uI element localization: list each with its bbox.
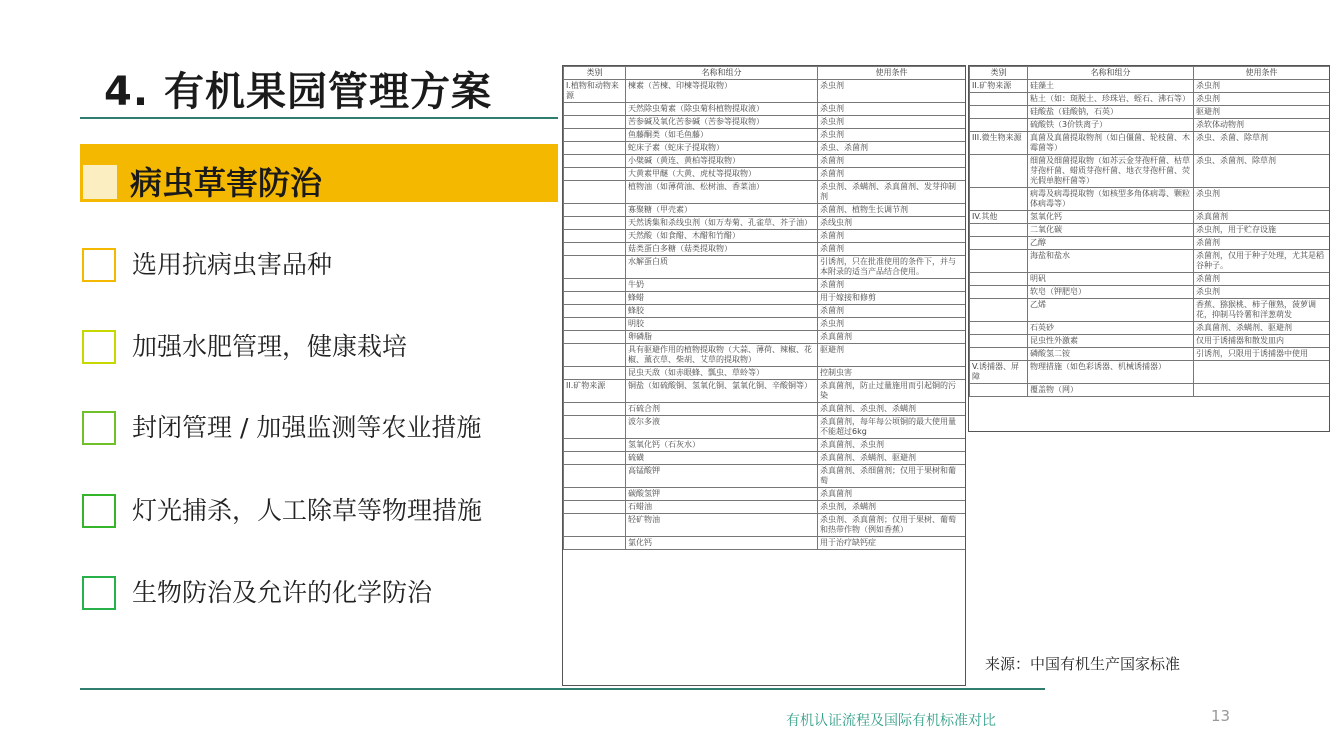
table-cell: 杀菌剂 xyxy=(818,305,966,318)
table-cell: 石英砂 xyxy=(1028,322,1194,335)
table-cell: 乙醇 xyxy=(1028,237,1194,250)
table-cell: 杀菌剂 xyxy=(818,243,966,256)
table-cell: 轻矿物油 xyxy=(626,514,818,537)
table-row xyxy=(564,514,966,537)
table-row xyxy=(970,93,1330,106)
table-cell xyxy=(564,181,626,204)
bullet-text: 生物防治及允许的化学防治 xyxy=(132,578,433,607)
table-cell: 磷酸氢二铵 xyxy=(1028,348,1194,361)
table-row xyxy=(564,292,966,305)
table-row xyxy=(564,181,966,204)
table-cell xyxy=(970,188,1028,211)
table-right xyxy=(969,66,1330,397)
table-row xyxy=(970,188,1330,211)
table-row xyxy=(564,318,966,331)
table-row xyxy=(564,103,966,116)
table-cell: 蜂胶 xyxy=(626,305,818,318)
table-cell: 波尔多液 xyxy=(626,416,818,439)
table-row xyxy=(970,348,1330,361)
table-cell: 高锰酸钾 xyxy=(626,465,818,488)
table-cell: 氯化钙 xyxy=(626,537,818,550)
table-row xyxy=(564,230,966,243)
table-row xyxy=(564,537,966,550)
table-right-image xyxy=(968,65,1330,432)
table-cell: 杀菌剂，仅用于种子处理，尤其是稻谷种子。 xyxy=(1194,250,1330,273)
table-cell xyxy=(564,103,626,116)
table-cell xyxy=(564,217,626,230)
table-cell: 杀菌剂 xyxy=(1194,273,1330,286)
table-cell: 控制虫害 xyxy=(818,367,966,380)
table-header-cell: 使用条件 xyxy=(1194,67,1330,80)
table-cell xyxy=(564,488,626,501)
table-cell: 碳酸氢钾 xyxy=(626,488,818,501)
table-row xyxy=(564,403,966,416)
table-cell: V.诱捕器、屏障 xyxy=(970,361,1028,384)
table-cell: 大黄素甲醚（大黄、虎杖等提取物） xyxy=(626,168,818,181)
table-row xyxy=(970,299,1330,322)
table-row xyxy=(564,142,966,155)
table-cell: 明矾 xyxy=(1028,273,1194,286)
table-cell xyxy=(970,106,1028,119)
table-cell: 杀虫剂 xyxy=(1194,188,1330,211)
table-cell: 杀真菌剂、杀螨剂、驱避剂 xyxy=(818,452,966,465)
table-cell: 二氧化碳 xyxy=(1028,224,1194,237)
table-cell xyxy=(564,256,626,279)
table-row xyxy=(564,380,966,403)
table-cell xyxy=(564,142,626,155)
table-cell: 硫磺 xyxy=(626,452,818,465)
table-cell: 硫酸铁（3价铁离子） xyxy=(1028,119,1194,132)
table-cell xyxy=(564,129,626,142)
table-cell: 仅用于诱捕器和散发皿内 xyxy=(1194,335,1330,348)
table-cell: 病毒及病毒提取物（如核型多角体病毒、颗粒体病毒等） xyxy=(1028,188,1194,211)
table-cell: 石蜡油 xyxy=(626,501,818,514)
table-cell xyxy=(564,501,626,514)
table-row xyxy=(564,465,966,488)
table-cell: 蜂蜡 xyxy=(626,292,818,305)
section-heading: 病虫草害防治 xyxy=(130,164,323,202)
table-cell xyxy=(970,384,1028,397)
table-cell: 石硫合剂 xyxy=(626,403,818,416)
table-cell: 软皂（钾肥皂） xyxy=(1028,286,1194,299)
table-cell xyxy=(970,155,1028,188)
table-row xyxy=(564,367,966,380)
table-cell: 杀菌剂 xyxy=(818,230,966,243)
table-cell: 具有驱避作用的植物提取物（大蒜、薄荷、辣椒、花椒、薰衣草、柴胡、艾草的提取物） xyxy=(626,344,818,367)
table-cell: 杀虫剂 xyxy=(818,103,966,116)
table-cell xyxy=(1194,384,1330,397)
table-cell: 杀菌剂、植物生长调节剂 xyxy=(818,204,966,217)
checkbox-icon xyxy=(82,494,116,528)
page-number: 13 xyxy=(1211,707,1231,725)
table-cell xyxy=(564,292,626,305)
table-cell: 杀虫剂 xyxy=(818,318,966,331)
table-row xyxy=(564,501,966,514)
table-cell: 杀菌剂 xyxy=(818,155,966,168)
table-cell: 杀虫、杀菌剂、除草剂 xyxy=(1194,155,1330,188)
table-cell xyxy=(564,344,626,367)
table-cell: 杀虫剂 xyxy=(1194,80,1330,93)
table-cell: 香蕉、猕猴桃、柿子催熟，菠萝调花，抑制马铃薯和洋葱萌发 xyxy=(1194,299,1330,322)
checkbox-icon xyxy=(82,411,116,445)
table-row xyxy=(970,335,1330,348)
table-cell: 引诱剂，只在批准使用的条件下，并与本附录的适当产品结合使用。 xyxy=(818,256,966,279)
table-row xyxy=(564,305,966,318)
table-cell xyxy=(564,331,626,344)
table-cell: 植物油（如薄荷油、松树油、香菜油） xyxy=(626,181,818,204)
table-cell: 粘土（如：斑脱土、珍珠岩、蛭石、沸石等） xyxy=(1028,93,1194,106)
table-row xyxy=(564,488,966,501)
table-cell: 天然酸（如食醋、木醋和竹醋） xyxy=(626,230,818,243)
slide-title: 4. 有机果园管理方案 xyxy=(104,69,492,115)
table-cell xyxy=(970,224,1028,237)
table-cell: 杀虫剂、杀真菌剂；仅用于果树、葡萄和热带作物（例如香蕉） xyxy=(818,514,966,537)
table-cell: 杀虫剂、杀螨剂、杀真菌剂、发芽抑制剂 xyxy=(818,181,966,204)
table-cell: III.微生物来源 xyxy=(970,132,1028,155)
table-cell xyxy=(970,119,1028,132)
title-underline xyxy=(80,117,558,119)
table-row xyxy=(564,155,966,168)
table-cell: 引诱剂，只限用于诱捕器中使用 xyxy=(1194,348,1330,361)
table-cell: 杀虫剂 xyxy=(1194,286,1330,299)
table-cell: II.矿物来源 xyxy=(564,380,626,403)
table-cell xyxy=(564,204,626,217)
table-cell xyxy=(970,237,1028,250)
table-cell xyxy=(564,465,626,488)
table-cell xyxy=(1194,361,1330,384)
table-cell: 杀软体动物剂 xyxy=(1194,119,1330,132)
table-cell: 氢氧化钙（石灰水） xyxy=(626,439,818,452)
table-header-cell: 类别 xyxy=(564,67,626,80)
table-header-cell: 类别 xyxy=(970,67,1028,80)
table-cell: II.矿物来源 xyxy=(970,80,1028,93)
table-cell xyxy=(970,286,1028,299)
table-cell: 杀真菌剂、杀螨剂、驱避剂 xyxy=(1194,322,1330,335)
table-header-cell: 使用条件 xyxy=(818,67,966,80)
footer-text: 有机认证流程及国际有机标准对比 xyxy=(786,713,996,729)
table-cell: 覆盖物（网） xyxy=(1028,384,1194,397)
table-row xyxy=(564,80,966,103)
bullet-text: 封闭管理 / 加强监测等农业措施 xyxy=(132,413,482,442)
table-cell: 海盐和盐水 xyxy=(1028,250,1194,273)
table-cell: 杀真菌剂、杀虫剂 xyxy=(818,439,966,452)
table-cell xyxy=(970,348,1028,361)
table-cell: 杀真菌剂 xyxy=(1194,211,1330,224)
bottom-rule xyxy=(80,688,1045,690)
table-row xyxy=(564,168,966,181)
table-cell: 杀真菌剂，防止过量施用而引起铜的污染 xyxy=(818,380,966,403)
table-cell xyxy=(970,322,1028,335)
table-cell: 杀真菌剂、杀细菌剂；仅用于果树和葡萄 xyxy=(818,465,966,488)
bullet-text: 加强水肥管理，健康栽培 xyxy=(132,332,408,361)
table-cell: 小檗碱（黄连、黄柏等提取物） xyxy=(626,155,818,168)
checkbox-icon xyxy=(82,576,116,610)
table-header-cell: 名称和组分 xyxy=(626,67,818,80)
table-cell: 杀真菌剂，每年每公顷铜的最大使用量不能超过6kg xyxy=(818,416,966,439)
table-cell: 杀菌剂 xyxy=(818,168,966,181)
table-cell: 鱼藤酮类（如毛鱼藤） xyxy=(626,129,818,142)
table-cell: 驱避剂 xyxy=(1194,106,1330,119)
table-row xyxy=(564,243,966,256)
table-cell: 乙烯 xyxy=(1028,299,1194,322)
table-cell xyxy=(970,250,1028,273)
table-cell: 铜盐（如硫酸铜、氢氧化铜、氯氧化铜、辛酸铜等） xyxy=(626,380,818,403)
table-cell: 杀真菌剂 xyxy=(818,331,966,344)
table-cell: 杀真菌剂 xyxy=(818,488,966,501)
table-cell: 杀虫剂 xyxy=(818,116,966,129)
table-row xyxy=(970,106,1330,119)
table-cell: 杀菌剂 xyxy=(818,279,966,292)
table-row xyxy=(970,322,1330,335)
table-row xyxy=(564,116,966,129)
table-cell xyxy=(564,168,626,181)
table-cell xyxy=(970,299,1028,322)
table-row xyxy=(564,416,966,439)
table-cell: 物理措施（如色彩诱器、机械诱捕器） xyxy=(1028,361,1194,384)
table-cell xyxy=(564,514,626,537)
table-cell xyxy=(564,279,626,292)
section-checkbox-icon xyxy=(83,165,117,199)
table-cell xyxy=(564,318,626,331)
table-row xyxy=(564,129,966,142)
checkbox-icon xyxy=(82,248,116,282)
table-cell xyxy=(564,230,626,243)
table-header-cell: 名称和组分 xyxy=(1028,67,1194,80)
table-cell: 杀菌剂 xyxy=(1194,237,1330,250)
table-cell xyxy=(564,403,626,416)
table-cell: 氢氧化钙 xyxy=(1028,211,1194,224)
table-row xyxy=(564,256,966,279)
table-cell: 昆虫天敌（如赤眼蜂、瓢虫、草蛉等） xyxy=(626,367,818,380)
table-cell: 楝素（苦楝、印楝等提取物） xyxy=(626,80,818,103)
table-cell xyxy=(970,273,1028,286)
table-row xyxy=(970,286,1330,299)
table-cell: 杀虫剂，用于贮存设施 xyxy=(1194,224,1330,237)
table-cell: 水解蛋白质 xyxy=(626,256,818,279)
table-row xyxy=(970,250,1330,273)
table-cell: 天然除虫菊素（除虫菊科植物提取液） xyxy=(626,103,818,116)
table-row xyxy=(564,217,966,230)
table-cell: 用于治疗缺钙症 xyxy=(818,537,966,550)
table-cell: 驱避剂 xyxy=(818,344,966,367)
table-cell xyxy=(564,116,626,129)
table-row xyxy=(564,452,966,465)
table-cell: 明胶 xyxy=(626,318,818,331)
table-cell: 菇类蛋白多糖（菇类提取物） xyxy=(626,243,818,256)
table-cell: 寡聚糖（甲壳素） xyxy=(626,204,818,217)
bullet-text: 灯光捕杀，人工除草等物理措施 xyxy=(132,496,483,525)
table-cell xyxy=(970,335,1028,348)
table-cell xyxy=(564,416,626,439)
table-row xyxy=(970,119,1330,132)
table-row xyxy=(970,80,1330,93)
table-row xyxy=(564,279,966,292)
table-left-image xyxy=(562,65,966,686)
table-row xyxy=(970,237,1330,250)
table-row xyxy=(970,224,1330,237)
table-cell: 真菌及真菌提取物剂（如白僵菌、轮枝菌、木霉菌等） xyxy=(1028,132,1194,155)
table-cell xyxy=(564,243,626,256)
table-row xyxy=(564,344,966,367)
table-cell: 苦参碱及氧化苦参碱（苦参等提取物） xyxy=(626,116,818,129)
table-cell: 杀真菌剂、杀虫剂、杀螨剂 xyxy=(818,403,966,416)
table-cell: I.植物和动物来源 xyxy=(564,80,626,103)
table-row xyxy=(970,211,1330,224)
table-row xyxy=(970,273,1330,286)
bullet-text: 选用抗病虫害品种 xyxy=(132,250,333,279)
table-row xyxy=(564,331,966,344)
table-cell: 杀虫剂 xyxy=(818,80,966,103)
table-cell xyxy=(564,155,626,168)
table-row xyxy=(564,439,966,452)
table-cell: 杀线虫剂 xyxy=(818,217,966,230)
table-cell xyxy=(564,367,626,380)
table-cell: 细菌及细菌提取物（如苏云金芽孢杆菌、枯草芽孢杆菌、蜡质芽孢杆菌、地衣芽孢杆菌、荧光假单胞杆菌等） xyxy=(1028,155,1194,188)
checkbox-icon xyxy=(82,330,116,364)
table-cell: 牛奶 xyxy=(626,279,818,292)
table-cell: 杀虫剂，杀螨剂 xyxy=(818,501,966,514)
table-row xyxy=(970,132,1330,155)
table-cell: 蛇床子素（蛇床子提取物） xyxy=(626,142,818,155)
table-cell xyxy=(564,452,626,465)
table-left xyxy=(563,66,966,550)
table-row xyxy=(970,155,1330,188)
table-cell: 天然诱集和杀线虫剂（如万寿菊、孔雀草、芥子油） xyxy=(626,217,818,230)
table-cell xyxy=(564,537,626,550)
table-row xyxy=(970,384,1330,397)
source-note: 来源：中国有机生产国家标准 xyxy=(985,655,1181,673)
table-cell xyxy=(970,93,1028,106)
table-row xyxy=(564,204,966,217)
table-cell: 硅酸盐（硅酸钠，石英） xyxy=(1028,106,1194,119)
table-cell: 昆虫性外激素 xyxy=(1028,335,1194,348)
table-row xyxy=(970,361,1330,384)
table-cell xyxy=(564,439,626,452)
table-cell: 杀虫、杀菌、除草剂 xyxy=(1194,132,1330,155)
table-cell: IV.其他 xyxy=(970,211,1028,224)
table-cell: 杀虫剂 xyxy=(1194,93,1330,106)
table-cell: 杀虫剂 xyxy=(818,129,966,142)
table-cell: 杀虫、杀菌剂 xyxy=(818,142,966,155)
table-cell: 用于嫁接和修剪 xyxy=(818,292,966,305)
table-cell xyxy=(564,305,626,318)
table-cell: 硅藻土 xyxy=(1028,80,1194,93)
table-cell: 卵磷脂 xyxy=(626,331,818,344)
